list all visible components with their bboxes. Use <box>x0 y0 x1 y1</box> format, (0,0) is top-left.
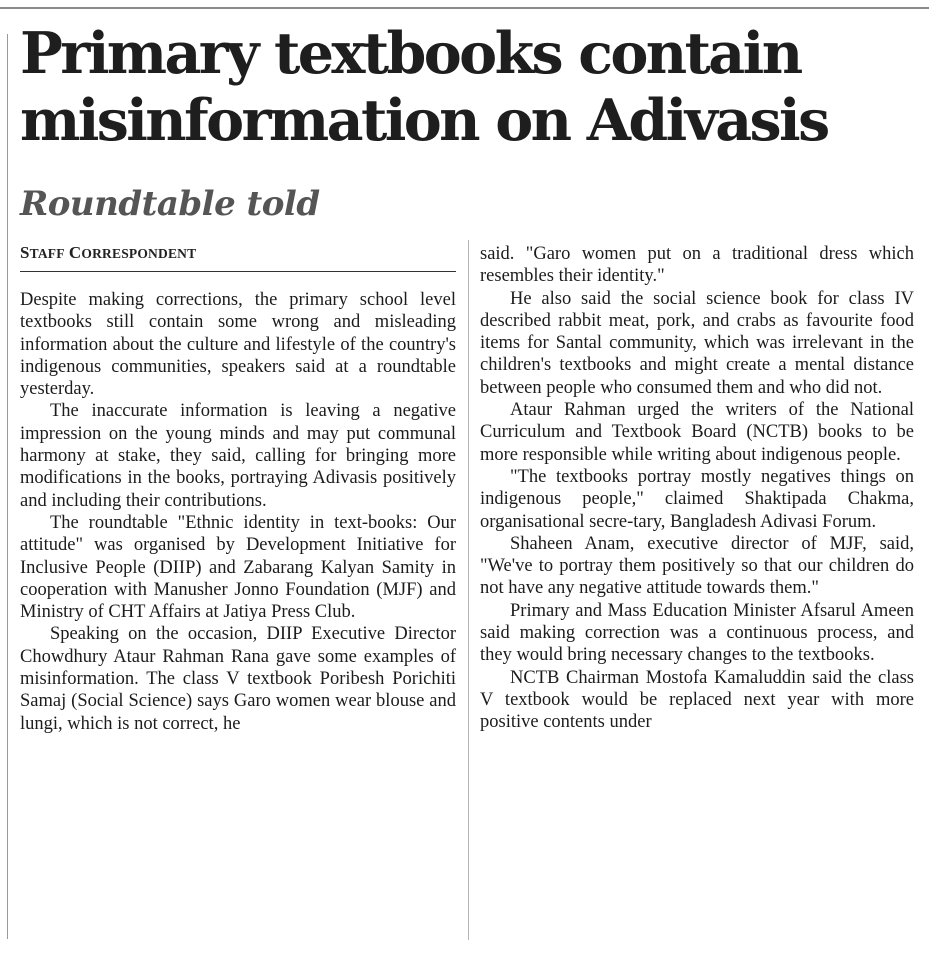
byline-rule <box>20 271 456 272</box>
paragraph: "The textbooks portray mostly negatives things on indigenous people," claimed Shaktipada Chakma, organisational secre-tary, Bangladesh Adivasi Forum. <box>480 466 914 532</box>
top-border-rule <box>0 7 929 9</box>
paragraph: Primary and Mass Education Minister Afsarul Ameen said making correction was a continuous process, and they would bring necessary changes to the textbooks. <box>480 600 914 666</box>
paragraph: Despite making corrections, the primary school level textbooks still contain some wrong and misleading information about the culture and lifestyle of the country's indigenous communities, speakers said at a roundtable yesterday. <box>20 290 456 400</box>
headline-line-2: misinformation on Adivasis <box>20 87 828 154</box>
headline-line-1: Primary textbooks contain <box>20 20 801 87</box>
paragraph: Shaheen Anam, executive director of MJF, said, "We've to portray them positively so that our children do not have any negative attitude towards them." <box>480 533 914 599</box>
subheadline: Roundtable told <box>20 184 320 224</box>
article-column-right <box>480 243 914 734</box>
headline <box>20 20 920 154</box>
paragraph: The roundtable "Ethnic identity in text-books: Our attitude" was organised by Development Initiative for Inclusive People (DIIP) and Zabarang Kalyan Samity in cooperation with Manusher Jonno Foundation (MJF) and Ministry of CHT Affairs at Jatiya Press Club. <box>20 512 456 623</box>
byline <box>20 243 196 263</box>
byline-text: STAFF CORRESPONDENT <box>20 243 197 262</box>
article-column-left <box>20 289 456 735</box>
paragraph: The inaccurate information is leaving a negative impression on the young minds and may put communal harmony at stake, they said, calling for bringing more modifications in the books, portraying Adivasis positively and including their contributions. <box>20 401 456 511</box>
paragraph: said. "Garo women put on a traditional dress which resembles their identity." <box>480 244 914 287</box>
paragraph: NCTB Chairman Mostofa Kamaluddin said the class V textbook would be replaced next year with more positive contents under <box>480 667 914 733</box>
paragraph: Ataur Rahman urged the writers of the National Curriculum and Textbook Board (NCTB) books to be more responsible while writing about indigenous people. <box>480 400 914 465</box>
column-divider <box>468 240 469 940</box>
paragraph: He also said the social science book for class IV described rabbit meat, pork, and crabs as favourite food items for Santal community, which was irrelevant in the children's textbooks and might create a mental distance between people who consumed them and who did not. <box>480 288 914 398</box>
left-border-rule <box>7 34 8 939</box>
paragraph: Speaking on the occasion, DIIP Executive Director Chowdhury Ataur Rahman Rana gave some examples of misinformation. The class V textbook Poribesh Porichiti Samaj (Social Science) says Garo women wear blouse and lungi, which is not correct, he <box>20 624 456 734</box>
